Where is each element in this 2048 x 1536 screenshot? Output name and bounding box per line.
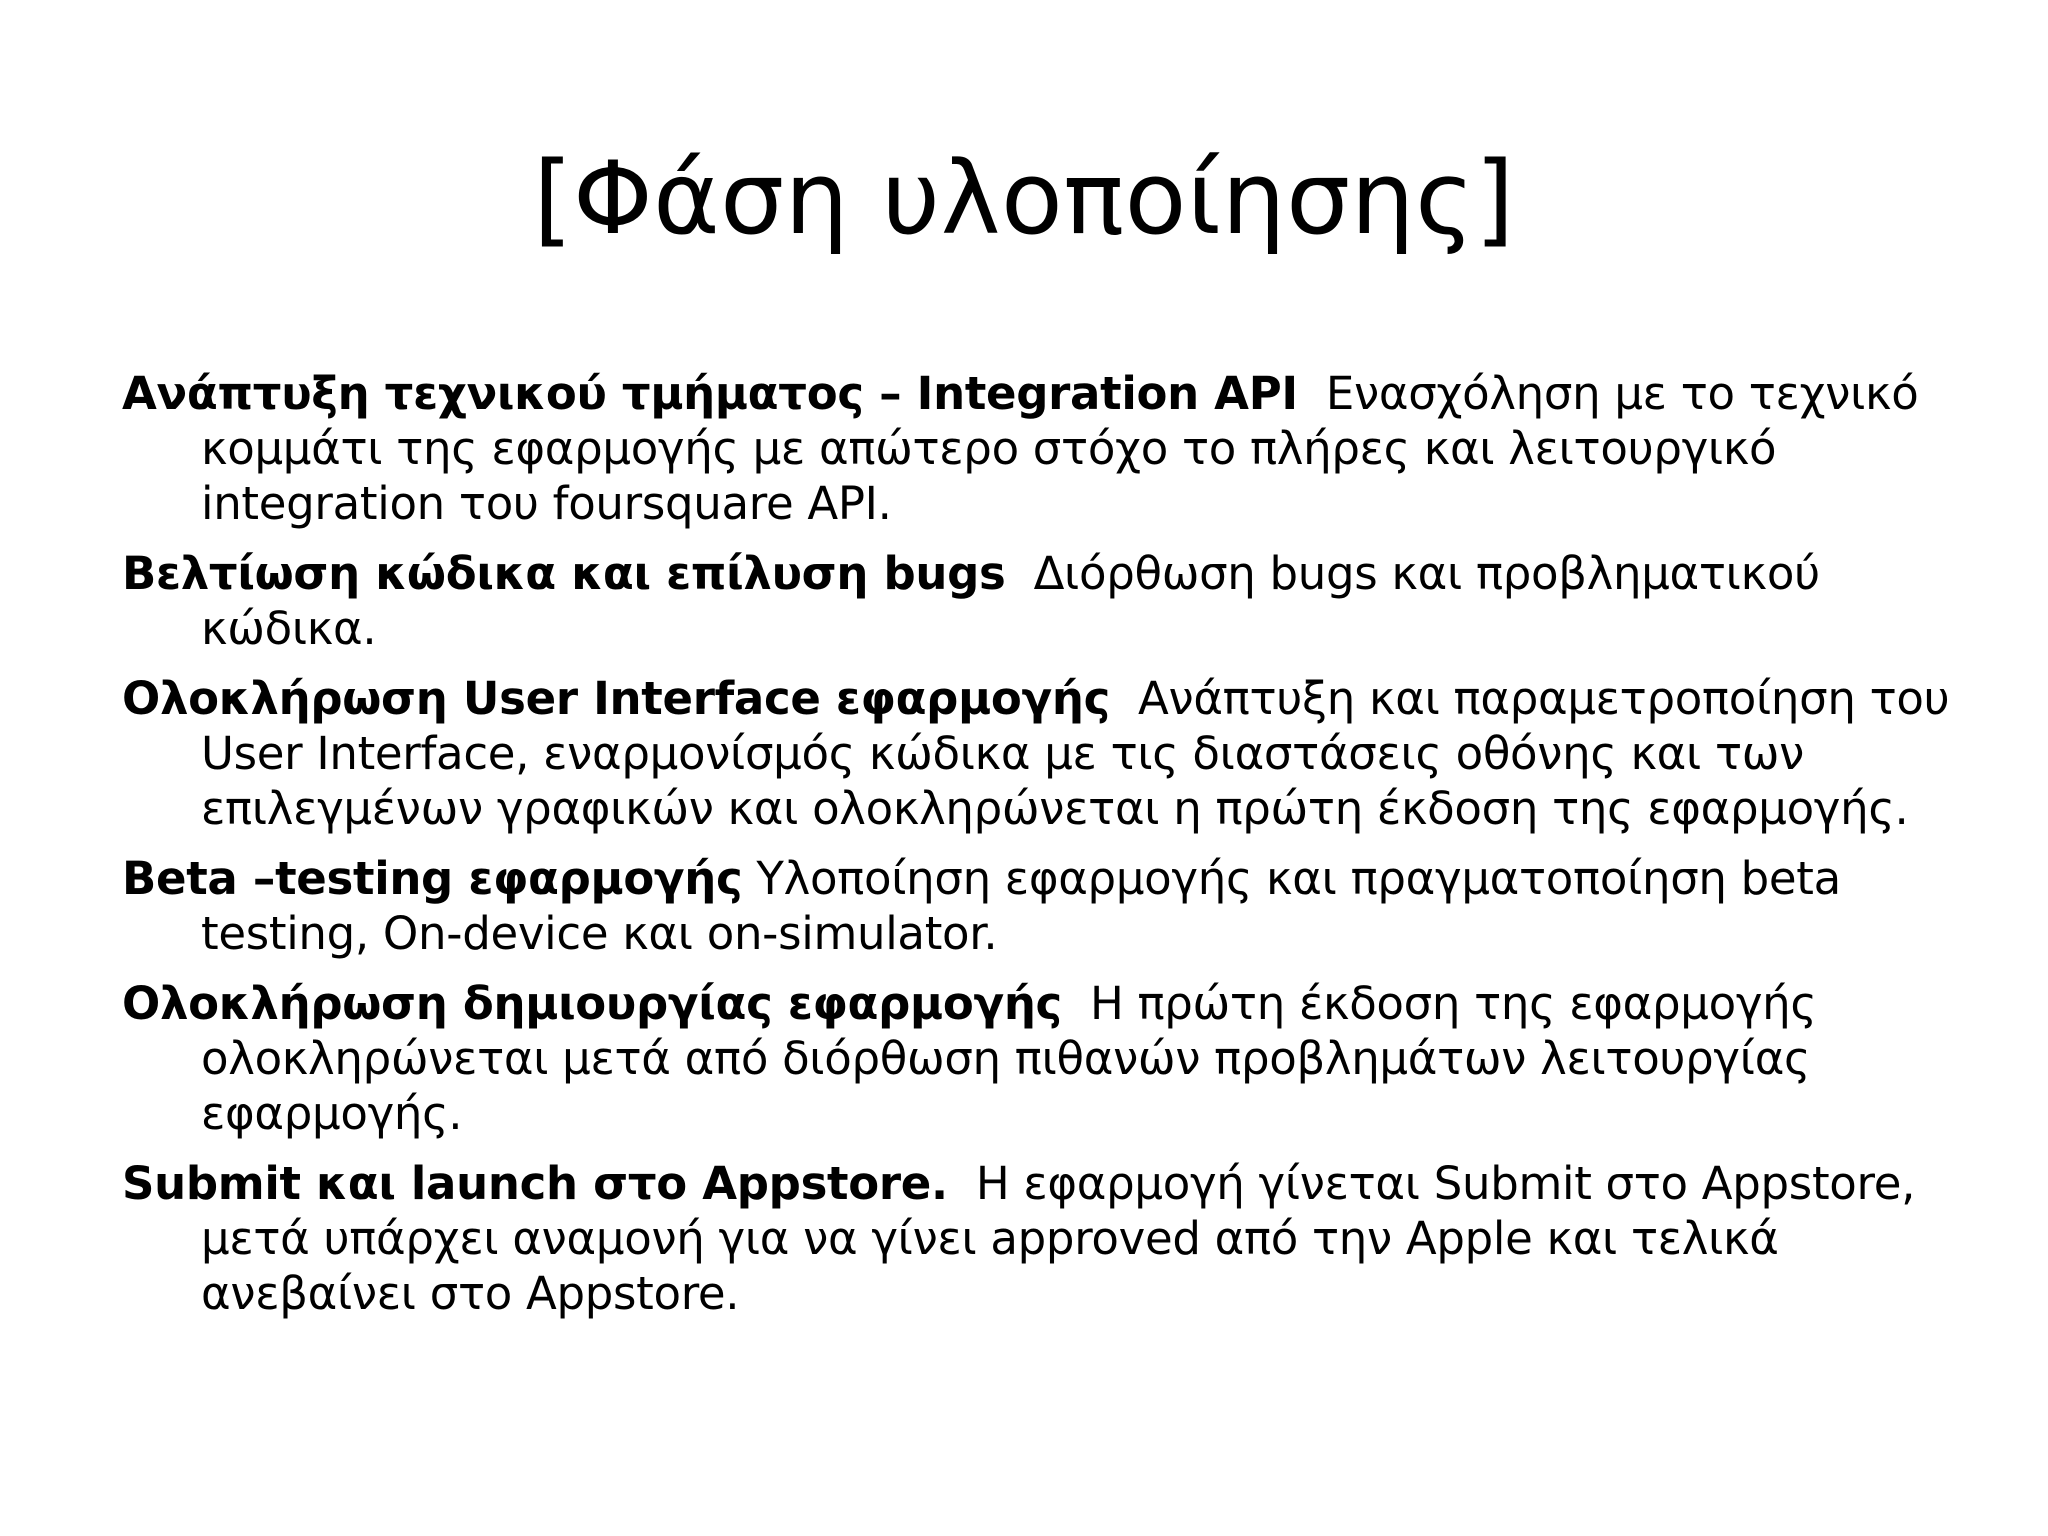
phase-list — [122, 366, 1952, 1336]
phase-item-title: Ολοκλήρωση δημιουργίας εφαρμογής — [122, 977, 1062, 1030]
phase-item-title: Ολοκλήρωση User Interface εφαρμογής — [122, 672, 1110, 725]
phase-item-text: Ενασχόληση με το τεχνικό κομμάτι της εφαρμογής με απώτερο στόχο το πλήρες και λειτουργικό integration του foursquare API. — [201, 367, 1919, 530]
slide-title: [Φάση υλοποίησης] — [533, 139, 1515, 257]
phase-item-title: Submit και launch στο Appstore. — [122, 1157, 948, 1210]
phase-item-text: Η εφαρμογή γίνεται Submit στο Appstore, μετά υπάρχει αναμονή για να γίνει approved από την Apple και τελικά ανεβαίνει στο Appstore. — [201, 1157, 1916, 1320]
phase-item-bug-fixing — [122, 546, 1952, 656]
phase-item-text: Υλοποίηση εφαρμογής και πραγματοποίηση beta testing, On-device και on-simulator. — [201, 852, 1841, 960]
phase-item-completion — [122, 976, 1952, 1141]
phase-item-title: Ανάπτυξη τεχνικού τμήματος – Integration API — [122, 367, 1298, 420]
phase-item-beta-testing — [122, 851, 1952, 961]
phase-item-user-interface — [122, 671, 1952, 836]
phase-item-text: Ανάπτυξη και παραμετροποίηση του User Interface, εναρμονίσμός κώδικα με τις διαστάσεις οθόνης και των επιλεγμένων γραφικών και ολοκληρώνεται η πρώτη έκδοση της εφαρμογής. — [201, 672, 1950, 835]
phase-item-integration-api — [122, 366, 1952, 531]
phase-item-text: Διόρθωση bugs και προβληματικού κώδικα. — [201, 547, 1820, 655]
phase-item-title: Βελτίωση κώδικα και επίλυση bugs — [122, 547, 1006, 600]
phase-item-appstore-launch — [122, 1156, 1952, 1321]
phase-item-text: Η πρώτη έκδοση της εφαρμογής ολοκληρώνεται μετά από διόρθωση πιθανών προβλημάτων λειτουργίας εφαρμογής. — [201, 977, 1817, 1140]
phase-item-title: Beta –testing εφαρμογής — [122, 852, 743, 905]
